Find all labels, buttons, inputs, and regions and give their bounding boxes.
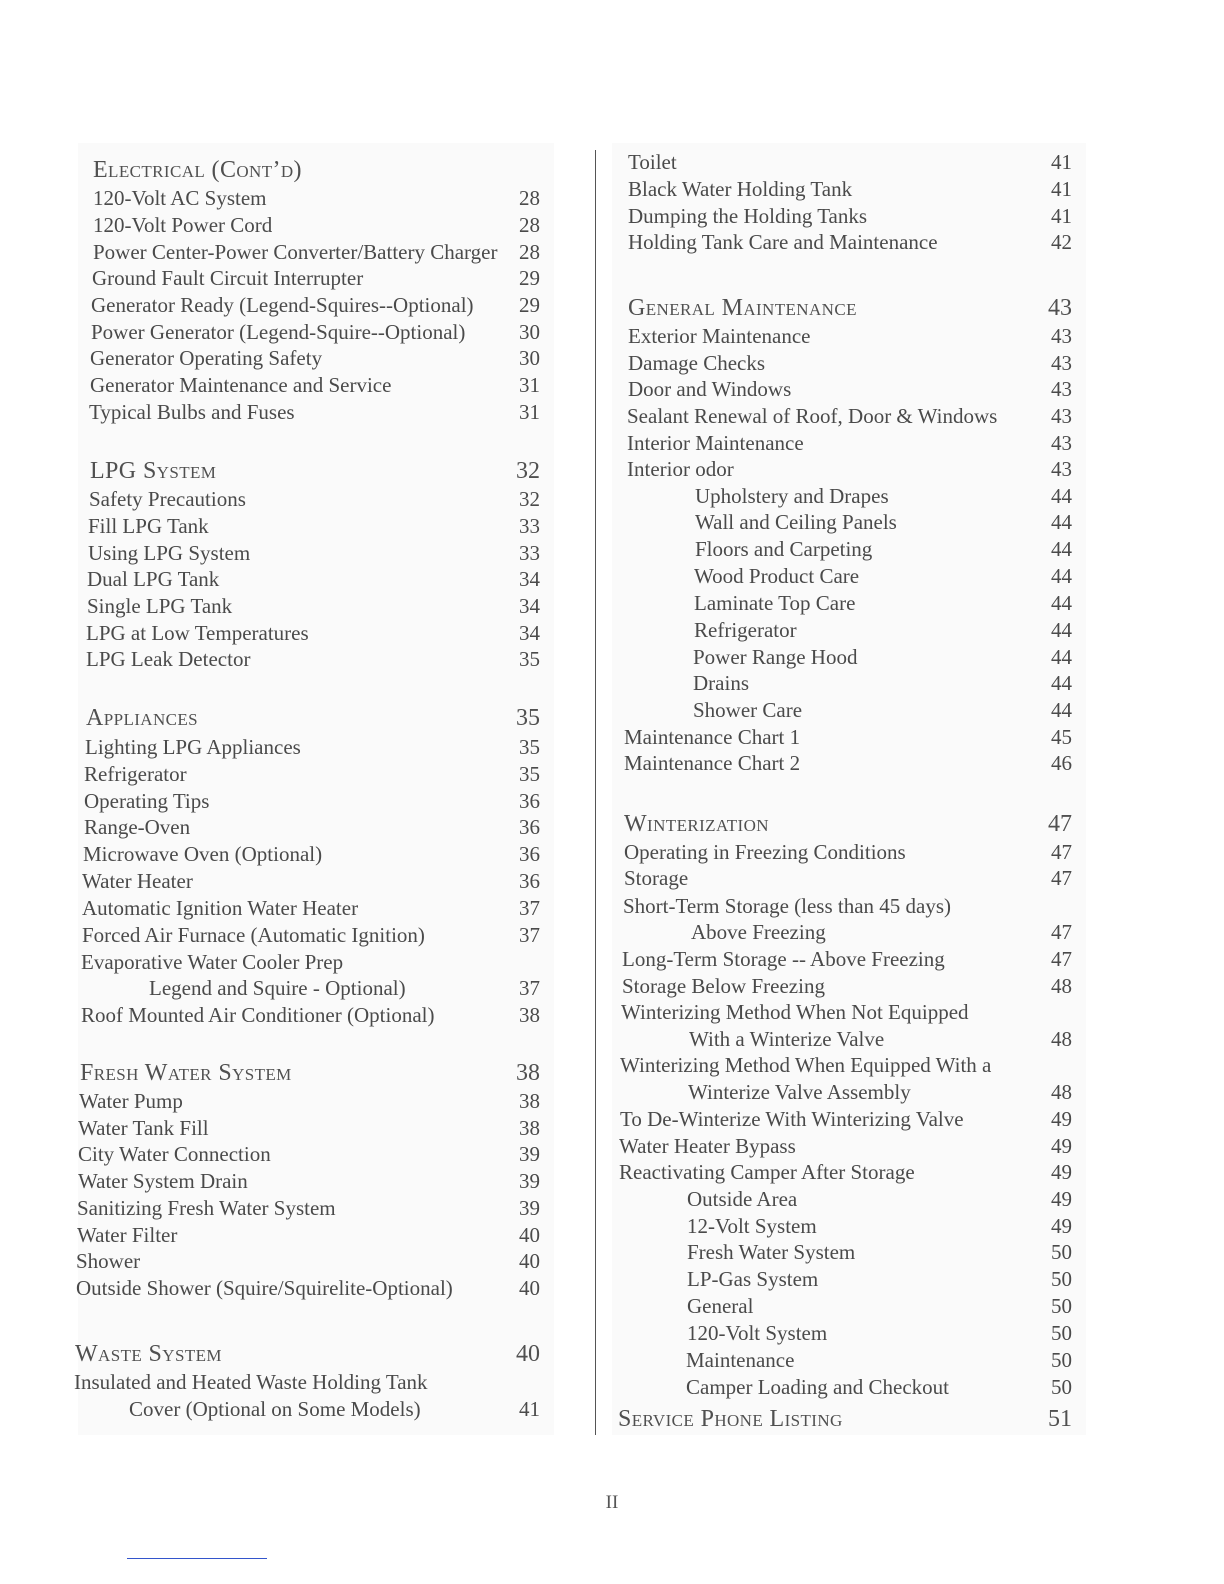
toc-page-number: 47 bbox=[1051, 947, 1072, 971]
page-number: II bbox=[605, 1492, 619, 1513]
toc-entry bbox=[85, 734, 554, 761]
toc-entry bbox=[620, 1106, 1086, 1133]
toc-entry bbox=[81, 975, 554, 1002]
toc-entry-title: Interior Maintenance bbox=[627, 431, 804, 455]
toc-entry-title: Safety Precautions bbox=[89, 487, 246, 511]
toc-page-number: 45 bbox=[1051, 725, 1072, 749]
toc-page-number: 38 bbox=[519, 1116, 540, 1140]
toc-entry-title: Door and Windows bbox=[628, 377, 792, 401]
toc-entry-title: Storage bbox=[624, 866, 689, 890]
toc-page-number: 38 bbox=[516, 1060, 540, 1086]
toc-page-number: 28 bbox=[519, 240, 540, 264]
toc-entry bbox=[87, 566, 554, 593]
toc-entry-title: Single LPG Tank bbox=[87, 594, 233, 618]
toc-page-number: 48 bbox=[1051, 974, 1072, 998]
toc-entry bbox=[627, 430, 1086, 457]
toc-entry bbox=[628, 350, 1086, 377]
toc-section-heading bbox=[93, 155, 554, 185]
toc-entry bbox=[82, 922, 554, 949]
toc-entry-title: Interior odor bbox=[627, 457, 734, 481]
toc-entry bbox=[628, 229, 1086, 256]
toc-page-number: 36 bbox=[519, 869, 540, 893]
toc-entry-title: 12-Volt System bbox=[687, 1214, 817, 1238]
toc-entry-title: Holding Tank Care and Maintenance bbox=[628, 230, 938, 254]
toc-section-heading bbox=[624, 809, 1086, 839]
toc-entry bbox=[628, 203, 1086, 230]
toc-entry-title: Upholstery and Drapes bbox=[695, 484, 889, 508]
toc-entry bbox=[621, 999, 1086, 1026]
toc-page-number: 44 bbox=[1051, 537, 1072, 561]
toc-page-number: 30 bbox=[519, 320, 540, 344]
toc-entry-title: 120-Volt System bbox=[687, 1321, 828, 1345]
toc-entry-title: Fill LPG Tank bbox=[88, 514, 209, 538]
toc-entry bbox=[78, 1115, 554, 1142]
toc-entry-title: Refrigerator bbox=[84, 762, 187, 786]
toc-entry bbox=[627, 483, 1086, 510]
toc-section-heading bbox=[75, 1339, 554, 1369]
toc-entry bbox=[626, 617, 1086, 644]
toc-entry-title: Roof Mounted Air Conditioner (Optional) bbox=[81, 1003, 435, 1027]
toc-page-number: 29 bbox=[519, 266, 540, 290]
toc-page-number: 31 bbox=[519, 373, 540, 397]
toc-entry bbox=[627, 456, 1086, 483]
toc-page-number: 40 bbox=[519, 1276, 540, 1300]
toc-entry bbox=[84, 814, 554, 841]
toc-entry bbox=[83, 841, 554, 868]
toc-entry-title: Maintenance bbox=[686, 1348, 795, 1372]
toc-entry bbox=[625, 670, 1086, 697]
toc-page-number: 36 bbox=[519, 815, 540, 839]
toc-entry bbox=[628, 323, 1086, 350]
toc-page-number: 35 bbox=[519, 647, 540, 671]
toc-entry-title: Sealant Renewal of Roof, Door & Windows bbox=[627, 404, 998, 428]
toc-entry bbox=[84, 761, 554, 788]
toc-heading-title: Service Phone Listing bbox=[618, 1406, 843, 1432]
toc-entry bbox=[622, 946, 1086, 973]
toc-entry-title: Operating in Freezing Conditions bbox=[624, 840, 906, 864]
toc-heading-title: Waste System bbox=[75, 1341, 222, 1367]
toc-section-heading bbox=[628, 293, 1086, 323]
toc-page-number: 33 bbox=[519, 541, 540, 565]
toc-entry bbox=[622, 973, 1086, 1000]
toc-entry-title: LPG at Low Temperatures bbox=[86, 621, 309, 645]
toc-entry bbox=[76, 1248, 554, 1275]
toc-entry bbox=[90, 345, 554, 372]
toc-entry bbox=[73, 1396, 554, 1423]
toc-entry-title: Dumping the Holding Tanks bbox=[628, 204, 868, 228]
toc-page-number: 36 bbox=[519, 789, 540, 813]
column-divider bbox=[595, 150, 596, 1435]
toc-entry-title: Range-Oven bbox=[84, 815, 191, 839]
toc-entry bbox=[77, 1222, 554, 1249]
toc-entry bbox=[89, 486, 554, 513]
toc-heading-title: Winterization bbox=[624, 811, 769, 837]
toc-page-number: 43 bbox=[1051, 351, 1072, 375]
toc-entry bbox=[92, 265, 554, 292]
toc-entry-title: Floors and Carpeting bbox=[695, 537, 873, 561]
toc-entry bbox=[627, 403, 1086, 430]
toc-entry bbox=[625, 697, 1086, 724]
toc-entry-title: Reactivating Camper After Storage bbox=[619, 1160, 915, 1184]
toc-page-number: 43 bbox=[1051, 457, 1072, 481]
toc-entry-title: Generator Operating Safety bbox=[90, 346, 323, 370]
toc-entry-title: Microwave Oven (Optional) bbox=[83, 842, 323, 866]
toc-page-number: 39 bbox=[519, 1196, 540, 1220]
toc-page-number: 47 bbox=[1051, 866, 1072, 890]
toc-entry-title: Water Heater bbox=[82, 869, 193, 893]
toc-entry-title: Evaporative Water Cooler Prep bbox=[81, 950, 344, 974]
toc-entry-title: Refrigerator bbox=[694, 618, 797, 642]
toc-entry bbox=[626, 590, 1086, 617]
toc-page-number: 50 bbox=[1051, 1240, 1072, 1264]
toc-entry bbox=[86, 620, 554, 647]
toc-page-number: 49 bbox=[1051, 1187, 1072, 1211]
toc-entry-title: Generator Ready (Legend-Squires--Optional) bbox=[91, 293, 474, 317]
toc-page-number: 43 bbox=[1051, 431, 1072, 455]
toc-entry bbox=[628, 176, 1086, 203]
toc-entry bbox=[90, 372, 554, 399]
toc-entry bbox=[628, 149, 1086, 176]
toc-page-number: 37 bbox=[519, 923, 540, 947]
toc-page-number: 28 bbox=[519, 186, 540, 210]
toc-left-column bbox=[74, 143, 554, 1435]
toc-entry-title: LPG Leak Detector bbox=[86, 647, 251, 671]
toc-page-number: 37 bbox=[519, 976, 540, 1000]
toc-entry-title: Exterior Maintenance bbox=[628, 324, 811, 348]
toc-right-column bbox=[612, 143, 1086, 1435]
toc-entry-title: Wood Product Care bbox=[694, 564, 860, 588]
toc-entry bbox=[621, 1026, 1086, 1053]
toc-page-number: 41 bbox=[519, 1397, 540, 1421]
toc-entry-title: Typical Bulbs and Fuses bbox=[89, 400, 295, 424]
toc-entry-title: Using LPG System bbox=[88, 541, 251, 565]
toc-section-heading bbox=[618, 1404, 1086, 1434]
toc-entry bbox=[619, 1239, 1086, 1266]
toc-entry bbox=[627, 536, 1086, 563]
toc-entry bbox=[623, 893, 1086, 920]
toc-entry bbox=[88, 540, 554, 567]
toc-entry bbox=[74, 1369, 554, 1396]
toc-entry-title: 120-Volt Power Cord bbox=[93, 213, 273, 237]
toc-page-number: 51 bbox=[1048, 1406, 1072, 1432]
toc-entry bbox=[76, 1275, 554, 1302]
toc-page-number: 36 bbox=[519, 842, 540, 866]
toc-page-number: 49 bbox=[1051, 1107, 1072, 1131]
toc-entry bbox=[77, 1195, 554, 1222]
toc-page-number: 44 bbox=[1051, 564, 1072, 588]
toc-entry bbox=[89, 399, 554, 426]
toc-entry bbox=[82, 895, 554, 922]
toc-entry bbox=[78, 1168, 554, 1195]
toc-entry bbox=[626, 563, 1086, 590]
toc-page-number: 48 bbox=[1051, 1027, 1072, 1051]
toc-heading-title: Electrical (Cont’d) bbox=[93, 157, 302, 183]
toc-page-number: 47 bbox=[1051, 920, 1072, 944]
toc-page-number: 47 bbox=[1048, 811, 1072, 837]
toc-entry-title: Lighting LPG Appliances bbox=[85, 735, 301, 759]
toc-page-number: 43 bbox=[1051, 377, 1072, 401]
toc-page-number: 34 bbox=[519, 567, 540, 591]
toc-entry bbox=[625, 644, 1086, 671]
toc-entry-title: Winterize Valve Assembly bbox=[688, 1080, 911, 1104]
toc-entry-title: Maintenance Chart 1 bbox=[624, 725, 801, 749]
toc-page-number: 49 bbox=[1051, 1214, 1072, 1238]
toc-entry-title: Damage Checks bbox=[628, 351, 766, 375]
toc-page-number: 41 bbox=[1051, 177, 1072, 201]
toc-section-heading bbox=[86, 703, 554, 733]
toc-entry bbox=[81, 1002, 554, 1029]
toc-heading-title: Appliances bbox=[86, 705, 199, 731]
toc-page-number: 49 bbox=[1051, 1160, 1072, 1184]
toc-entry-title: Fresh Water System bbox=[687, 1240, 856, 1264]
toc-page-number: 40 bbox=[516, 1341, 540, 1367]
toc-entry-title: Forced Air Furnace (Automatic Ignition) bbox=[82, 923, 425, 947]
toc-entry bbox=[619, 1133, 1086, 1160]
toc-page-number: 44 bbox=[1051, 698, 1072, 722]
toc-page-number: 50 bbox=[1051, 1267, 1072, 1291]
toc-page-number: 50 bbox=[1051, 1321, 1072, 1345]
toc-entry bbox=[93, 212, 554, 239]
toc-entry bbox=[93, 185, 554, 212]
toc-entry-title: Water Tank Fill bbox=[78, 1116, 209, 1140]
toc-page-number: 40 bbox=[519, 1249, 540, 1273]
toc-entry-title: Shower bbox=[76, 1249, 141, 1273]
toc-entry-title: Toilet bbox=[628, 150, 677, 174]
toc-page-number: 35 bbox=[516, 705, 540, 731]
toc-page-number: 39 bbox=[519, 1142, 540, 1166]
toc-entry-title: Insulated and Heated Waste Holding Tank bbox=[74, 1370, 428, 1394]
toc-page-number: 50 bbox=[1051, 1348, 1072, 1372]
toc-entry-title: Long-Term Storage -- Above Freezing bbox=[622, 947, 945, 971]
toc-entry-title: Automatic Ignition Water Heater bbox=[82, 896, 359, 920]
toc-entry-title: With a Winterize Valve bbox=[689, 1027, 885, 1051]
toc-entry-title: Drains bbox=[693, 671, 749, 695]
toc-entry-title: Sanitizing Fresh Water System bbox=[77, 1196, 336, 1220]
toc-heading-title: General Maintenance bbox=[628, 295, 857, 321]
toc-entry-title: Wall and Ceiling Panels bbox=[695, 510, 897, 534]
toc-entry bbox=[619, 1186, 1086, 1213]
toc-entry bbox=[620, 1079, 1086, 1106]
toc-entry-title: Storage Below Freezing bbox=[622, 974, 825, 998]
toc-page-number: 44 bbox=[1051, 484, 1072, 508]
toc-section-heading bbox=[80, 1058, 554, 1088]
toc-page-number: 48 bbox=[1051, 1080, 1072, 1104]
toc-entry-title: Operating Tips bbox=[84, 789, 210, 813]
toc-entry-title: To De-Winterize With Winterizing Valve bbox=[620, 1107, 964, 1131]
footer-line bbox=[127, 1558, 267, 1559]
toc-page-number: 34 bbox=[519, 621, 540, 645]
toc-entry-title: Shower Care bbox=[693, 698, 803, 722]
toc-page-number: 43 bbox=[1048, 295, 1072, 321]
toc-page-number: 43 bbox=[1051, 324, 1072, 348]
toc-page-number: 38 bbox=[519, 1003, 540, 1027]
toc-section-heading bbox=[90, 456, 554, 486]
toc-page-number: 34 bbox=[519, 594, 540, 618]
toc-entry-title: Water Heater Bypass bbox=[619, 1134, 796, 1158]
toc-entry-title: Water System Drain bbox=[78, 1169, 248, 1193]
toc-entry bbox=[624, 865, 1086, 892]
toc-entry-title: LP-Gas System bbox=[687, 1267, 819, 1291]
toc-entry bbox=[86, 646, 554, 673]
toc-entry bbox=[623, 919, 1086, 946]
toc-entry-title: Short-Term Storage (less than 45 days) bbox=[623, 894, 952, 918]
toc-entry bbox=[619, 1266, 1086, 1293]
toc-entry bbox=[93, 239, 554, 266]
toc-entry-title: Outside Shower (Squire/Squirelite-Optional) bbox=[76, 1276, 453, 1300]
toc-entry-title: Water Pump bbox=[79, 1089, 183, 1113]
toc-heading-title: LPG System bbox=[90, 458, 217, 484]
toc-page-number: 46 bbox=[1051, 751, 1072, 775]
toc-page-number: 44 bbox=[1051, 671, 1072, 695]
toc-entry bbox=[624, 750, 1086, 777]
toc-page-number: 42 bbox=[1051, 230, 1072, 254]
toc-entry bbox=[618, 1374, 1086, 1401]
toc-page-number: 44 bbox=[1051, 645, 1072, 669]
toc-entry-title: Maintenance Chart 2 bbox=[624, 751, 801, 775]
toc-page-number: 50 bbox=[1051, 1375, 1072, 1399]
toc-entry bbox=[618, 1347, 1086, 1374]
toc-entry-title: Cover (Optional on Some Models) bbox=[129, 1397, 421, 1421]
toc-heading-title: Fresh Water System bbox=[80, 1060, 292, 1086]
toc-page-number: 29 bbox=[519, 293, 540, 317]
toc-entry bbox=[624, 724, 1086, 751]
toc-page-number: 40 bbox=[519, 1223, 540, 1247]
toc-entry bbox=[619, 1320, 1086, 1347]
toc-entry bbox=[619, 1159, 1086, 1186]
toc-page-number: 32 bbox=[516, 458, 540, 484]
toc-page-number: 41 bbox=[1051, 150, 1072, 174]
toc-page-number: 35 bbox=[519, 735, 540, 759]
toc-page-number: 49 bbox=[1051, 1134, 1072, 1158]
toc-entry bbox=[79, 1088, 554, 1115]
toc-entry bbox=[84, 788, 554, 815]
toc-page-number: 31 bbox=[519, 400, 540, 424]
toc-entry bbox=[91, 319, 554, 346]
toc-entry bbox=[628, 376, 1086, 403]
toc-entry-title: Legend and Squire - Optional) bbox=[149, 976, 406, 1000]
toc-entry-title: Power Generator (Legend-Squire--Optional) bbox=[91, 320, 466, 344]
toc-page-number: 44 bbox=[1051, 618, 1072, 642]
toc-entry-title: Black Water Holding Tank bbox=[628, 177, 853, 201]
toc-page-number: 44 bbox=[1051, 510, 1072, 534]
toc-entry-title: Winterizing Method When Equipped With a bbox=[620, 1053, 992, 1077]
toc-entry bbox=[91, 292, 554, 319]
toc-entry-title: Laminate Top Care bbox=[694, 591, 856, 615]
toc-page-number: 44 bbox=[1051, 591, 1072, 615]
toc-page-number: 37 bbox=[519, 896, 540, 920]
toc-entry-title: Winterizing Method When Not Equipped bbox=[621, 1000, 969, 1024]
toc-page-number: 50 bbox=[1051, 1294, 1072, 1318]
toc-entry bbox=[624, 839, 1086, 866]
toc-entry bbox=[78, 1141, 554, 1168]
toc-page-number: 38 bbox=[519, 1089, 540, 1113]
toc-page-number: 47 bbox=[1051, 840, 1072, 864]
toc-entry-title: Above Freezing bbox=[691, 920, 826, 944]
toc-entry bbox=[87, 593, 554, 620]
toc-entry bbox=[619, 1213, 1086, 1240]
toc-entry-title: Camper Loading and Checkout bbox=[686, 1375, 950, 1399]
toc-entry-title: Ground Fault Circuit Interrupter bbox=[92, 266, 364, 290]
toc-entry bbox=[81, 949, 554, 976]
toc-entry-title: City Water Connection bbox=[78, 1142, 271, 1166]
toc-page-number: 28 bbox=[519, 213, 540, 237]
toc-page-number: 43 bbox=[1051, 404, 1072, 428]
toc-entry-title: General bbox=[687, 1294, 754, 1318]
toc-page-number: 39 bbox=[519, 1169, 540, 1193]
toc-entry-title: Power Center-Power Converter/Battery Charger bbox=[93, 240, 498, 264]
toc-entry bbox=[627, 509, 1086, 536]
toc-entry-title: 120-Volt AC System bbox=[93, 186, 267, 210]
toc-page-number: 35 bbox=[519, 762, 540, 786]
toc-entry bbox=[619, 1293, 1086, 1320]
toc-entry-title: Outside Area bbox=[687, 1187, 798, 1211]
toc-page-number: 33 bbox=[519, 514, 540, 538]
toc-entry-title: Water Filter bbox=[77, 1223, 178, 1247]
toc-page-number: 30 bbox=[519, 346, 540, 370]
toc-entry bbox=[620, 1052, 1086, 1079]
toc-entry bbox=[88, 513, 554, 540]
toc-entry-title: Dual LPG Tank bbox=[87, 567, 220, 591]
toc-entry bbox=[82, 868, 554, 895]
toc-entry-title: Generator Maintenance and Service bbox=[90, 373, 392, 397]
toc-page-number: 41 bbox=[1051, 204, 1072, 228]
toc-entry-title: Power Range Hood bbox=[693, 645, 858, 669]
toc-page-number: 32 bbox=[519, 487, 540, 511]
